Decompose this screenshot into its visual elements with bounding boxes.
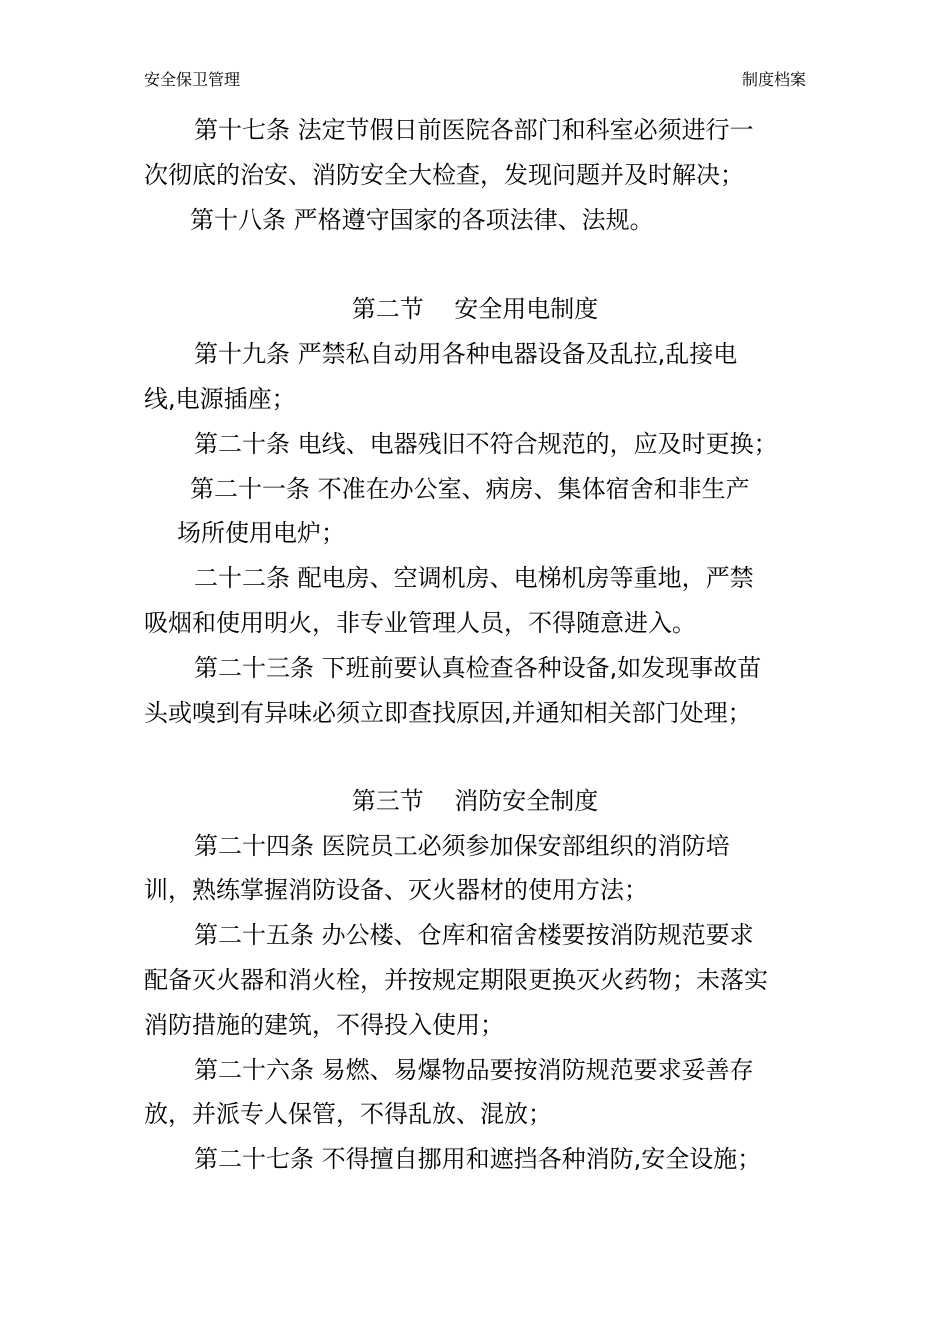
section-3-heading: 第三节 消防安全制度 [351, 787, 599, 815]
article-26-line-2: 放，并派专人保管，不得乱放、混放； [144, 1100, 552, 1128]
article-21-line-2: 场所使用电炉； [177, 519, 345, 547]
article-23-line-1: 第二十三条 下班前要认真检查各种设备,如发现事故苗 [194, 654, 762, 682]
article-17-line-2: 次彻底的治安、消防安全大检查，发现问题并及时解决； [144, 161, 744, 189]
article-27-line-1: 第二十七条 不得擅自挪用和遮挡各种消防,安全设施； [194, 1145, 762, 1173]
article-17-line-1: 第十七条 法定节假日前医院各部门和科室必须进行一 [194, 116, 754, 144]
article-22-line-1: 二十二条 配电房、空调机房、电梯机房等重地，严禁 [194, 564, 754, 592]
article-24-line-1: 第二十四条 医院员工必须参加保安部组织的消防培 [194, 832, 730, 860]
article-22-line-2: 吸烟和使用明火，非专业管理人员，不得随意进入。 [144, 609, 696, 637]
article-19-line-1: 第十九条 严禁私自动用各种电器设备及乱拉,乱接电 [194, 340, 738, 368]
article-25-line-2: 配备灭火器和消火栓，并按规定期限更换灭火药物；未落实 [144, 966, 768, 994]
header-doc-type: 制度档案 [741, 70, 806, 89]
article-19-line-2: 线,电源插座； [144, 385, 296, 413]
article-25-line-1: 第二十五条 办公楼、仓库和宿舍楼要按消防规范要求 [194, 921, 754, 949]
section-2-heading: 第二节 安全用电制度 [351, 295, 599, 323]
article-24-line-2: 训，熟练掌握消防设备、灭火器材的使用方法； [144, 876, 648, 904]
article-26-line-1: 第二十六条 易燃、易爆物品要按消防规范要求妥善存 [194, 1056, 754, 1084]
header-category: 安全保卫管理 [144, 70, 241, 89]
article-25-line-3: 消防措施的建筑，不得投入使用； [144, 1011, 504, 1039]
article-21-line-1: 第二十一条 不准在办公室、病房、集体宿舍和非生产 [190, 475, 750, 503]
article-18-line-1: 第十八条 严格遵守国家的各项法律、法规。 [190, 206, 654, 234]
article-23-line-2: 头或嗅到有异味必须立即查找原因,并通知相关部门处理； [144, 699, 752, 727]
article-20-line-1: 第二十条 电线、电器残旧不符合规范的，应及时更换； [194, 430, 778, 458]
